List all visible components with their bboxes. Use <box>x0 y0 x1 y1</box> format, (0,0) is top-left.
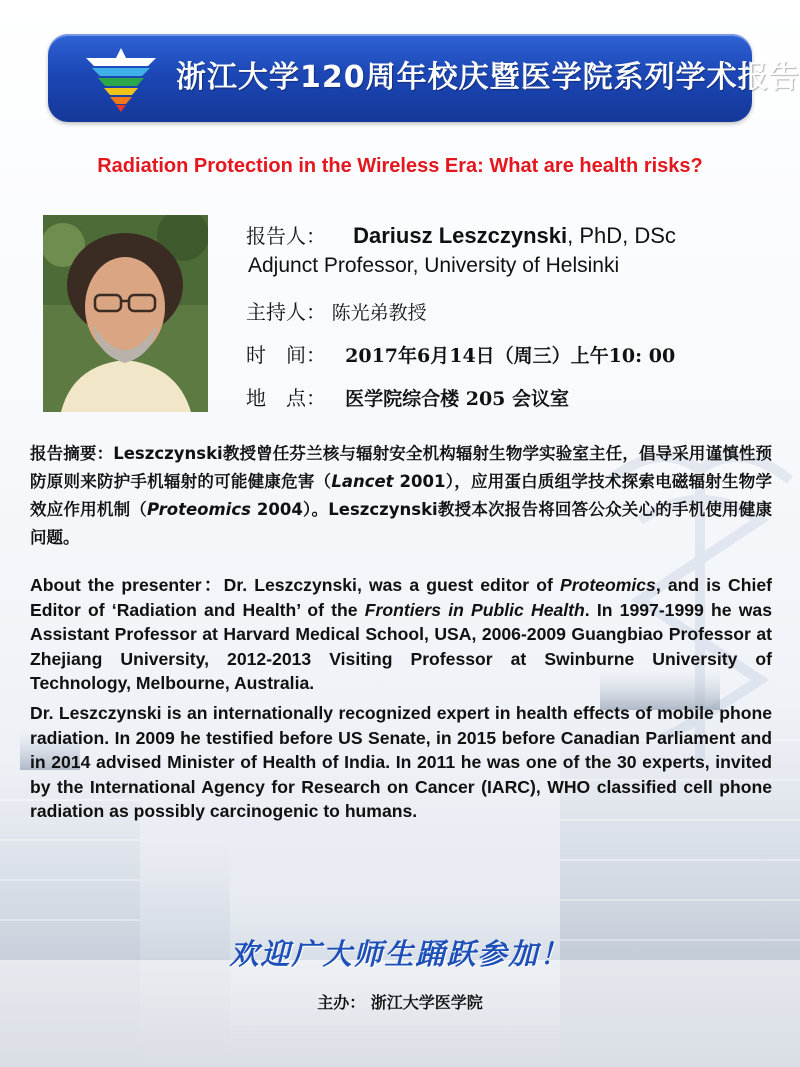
time-label: 时 间： <box>246 343 326 367</box>
about-paragraph-1 <box>30 573 772 696</box>
place-row <box>246 382 569 411</box>
about-p1-journal1: Proteomics <box>559 575 656 595</box>
speaker-row <box>246 220 676 249</box>
header-banner <box>48 34 800 122</box>
time-row <box>246 339 675 368</box>
place-value: 医学院综合楼 205 会议室 <box>345 388 570 410</box>
about-p1-a: About the presenter：Dr. Leszczynski, was a guest editor of <box>30 575 560 595</box>
host-row <box>246 296 427 325</box>
speaker-portrait-image <box>43 215 208 412</box>
zju-medicine-logo-icon <box>82 44 160 114</box>
about-paragraph-2: Dr. Leszczynski is an internationally recognized expert in health effects of mobile phone radiation. In 2009 he testified before US Senate, in 2015 before Canadian Parliament and in 2014 advised Minister of Health of India. In 2011 he was one of the 30 experts, invited by the International Agency for Research on Cancer (IARC), WHO classified cell phone radiation as possibly carcinogenic to humans. <box>30 702 772 822</box>
about-p1-c: . In 1997-1999 he was Assistant Professor at Harvard Medical School, USA, 2006-2009 Guangbiao Professor at Zhejiang University, 2012-2013 Visiting Professor at Swinburne University of Technology, Melbourne, Australia. <box>30 599 772 694</box>
about-presenter <box>30 573 772 824</box>
speaker-label: 报告人： <box>246 224 326 248</box>
banner-title: 浙江大学120周年校庆暨医学院系列学术报告 <box>176 60 800 95</box>
about-p1-journal2: Frontiers in Public Health <box>364 599 585 620</box>
about-p1-b: , and is Chief Editor of ‘Radiation and Health’ of the <box>30 575 772 620</box>
welcome-slogan: 欢迎广大师生踊跃参加！ <box>229 937 571 971</box>
abstract-part2: ），应用蛋白质组学技术探索电磁辐射生物学效应作用机制（ <box>30 472 773 519</box>
speaker-degrees: , PhD, DSc <box>567 223 676 248</box>
host-label: 主持人： <box>246 300 326 324</box>
host-value: 陈光弟教授 <box>331 302 427 324</box>
abstract-chinese <box>30 440 772 552</box>
abstract-ref2-year: 2004 <box>250 500 303 519</box>
abstract-part1: 报告摘要：Leszczynski教授曾任芬兰核与辐射安全机构辐射生物学实验室主任，倡导采用谨慎性预防原则来防护手机辐射的可能健康危害（ <box>30 444 772 491</box>
speaker-affiliation: Adjunct Professor, University of Helsinki <box>248 254 620 277</box>
talk-title: Radiation Protection in the Wireless Era: What are health risks? <box>97 155 703 177</box>
speaker-photo <box>43 215 208 412</box>
abstract-ref1-journal: Lancet <box>331 472 394 491</box>
organizer-line: 主办： 浙江大学医学院 <box>317 993 483 1012</box>
abstract-part3: ）。Leszczynski教授本次报告将回答公众关心的手机使用健康问题。 <box>30 500 773 547</box>
place-label: 地 点： <box>246 386 326 410</box>
abstract-ref2-journal: Proteomics <box>147 500 251 519</box>
speaker-name: Dariusz Leszczynski <box>353 223 568 248</box>
abstract-ref1-year: 2001 <box>393 472 446 491</box>
affiliation-row <box>248 254 619 278</box>
time-value: 2017年6月14日（周三）上午10: 00 <box>345 345 676 367</box>
